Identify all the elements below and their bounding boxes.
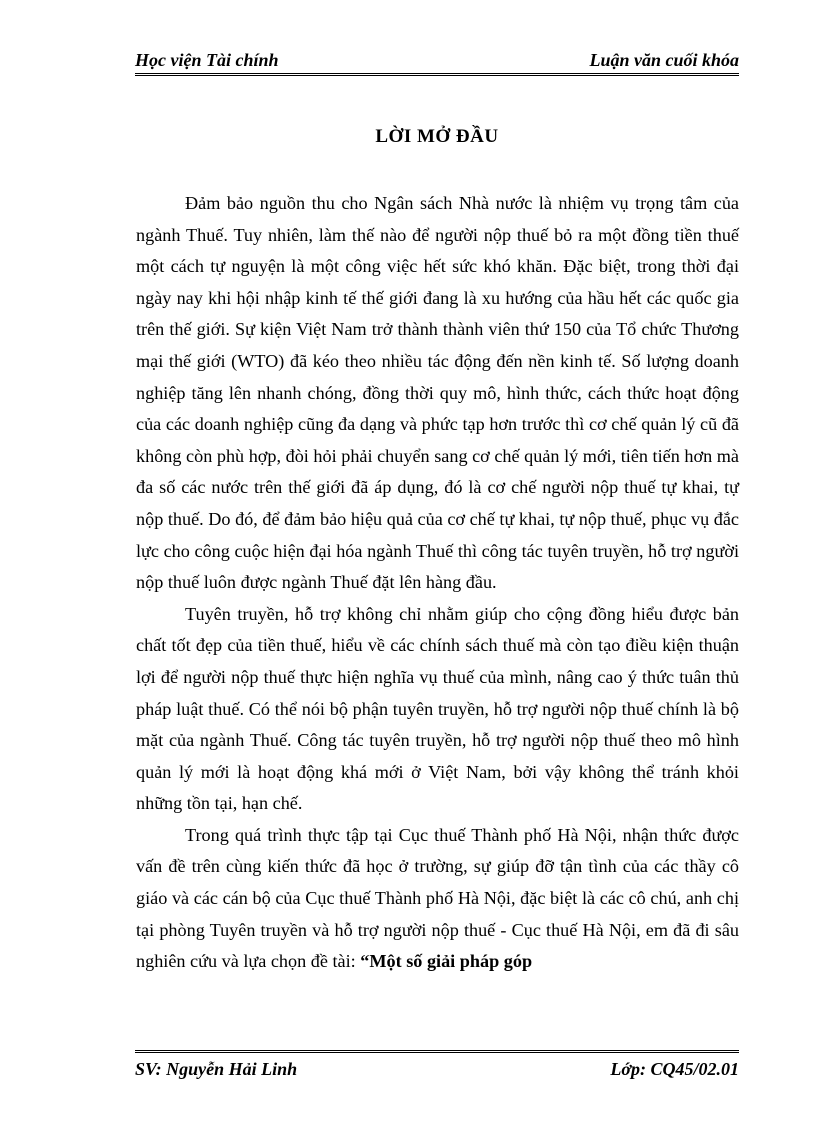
header-institution: Học viện Tài chính [135,50,279,70]
footer-student: SV: Nguyễn Hải Linh [135,1059,298,1079]
topic-title-start: “Một số giải pháp góp [360,951,533,972]
paragraph-3-text: Trong quá trình thực tập tại Cục thuế Thành phố Hà Nội, nhận thức được vấn đề trên cùng kiến thức đã học ở trường, sự giúp đỡ tận tình của các thầy cô giáo và các cán bộ của Cục thuế Thành phố Hà Nội, đặc biệt là các cô chú, anh chị tại phòng Tuyên truyền và hỗ trợ người nộp thuế - Cục thuế Hà Nội, em đã đi sâu nghiên cứu và lựa chọn đề tài: [136,824,739,972]
page-header [135,46,739,76]
paragraph-3 [136,820,739,978]
body-text [136,188,739,978]
page-footer [135,1050,739,1082]
header-document-type: Luận văn cuối khóa [589,50,739,70]
page-title: LỜI MỞ ĐẦU [375,126,499,147]
paragraph-2: Tuyên truyền, hỗ trợ không chỉ nhằm giúp cho cộng đồng hiểu được bản chất tốt đẹp của tiền thuế, hiểu về các chính sách thuế mà còn tạo điều kiện thuận lợi để người nộp thuế thực hiện nghĩa vụ thuế của mình, nâng cao ý thức tuân thủ pháp luật thuế. Có thể nói bộ phận tuyên truyền, hỗ trợ người nộp thuế chính là bộ mặt của ngành Thuế. Công tác tuyên truyền, hỗ trợ người nộp thuế theo mô hình quản lý mới là hoạt động khá mới ở Việt Nam, bởi vậy không thể tránh khỏi những tồn tại, hạn chế. [136,603,739,814]
paragraph-1: Đảm bảo nguồn thu cho Ngân sách Nhà nước là nhiệm vụ trọng tâm của ngành Thuế. Tuy nhiên, làm thế nào để người nộp thuế bỏ ra một đồng tiền thuế một cách tự nguyện là một công việc hết sức khó khăn. Đặc biệt, trong thời đại ngày nay khi hội nhập kinh tế thế giới đang là xu hướng của hầu hết các quốc gia trên thế giới. Sự kiện Việt Nam trở thành thành viên thứ 150 của Tổ chức Thương mại thế giới (WTO) đã kéo theo nhiều tác động đến nền kinh tế. Số lượng doanh nghiệp tăng lên nhanh chóng, đồng thời quy mô, hình thức, cách thức hoạt động của các doanh nghiệp cũng đa dạng và phức tạp hơn trước thì cơ chế quản lý cũ đã không còn phù hợp, đòi hỏi phải chuyển sang cơ chế quản lý mới, tiên tiến hơn mà đa số các nước trên thế giới đã áp dụng, đó là cơ chế người nộp thuế tự khai, tự nộp thuế. Do đó, để đảm bảo hiệu quả của cơ chế tự khai, tự nộp thuế, phục vụ đắc lực cho công cuộc hiện đại hóa ngành Thuế thì công tác tuyên truyền, hỗ trợ người nộp thuế luôn được ngành Thuế đặt lên hàng đầu. [136,193,739,593]
footer-class: Lớp: CQ45/02.01 [610,1059,739,1079]
